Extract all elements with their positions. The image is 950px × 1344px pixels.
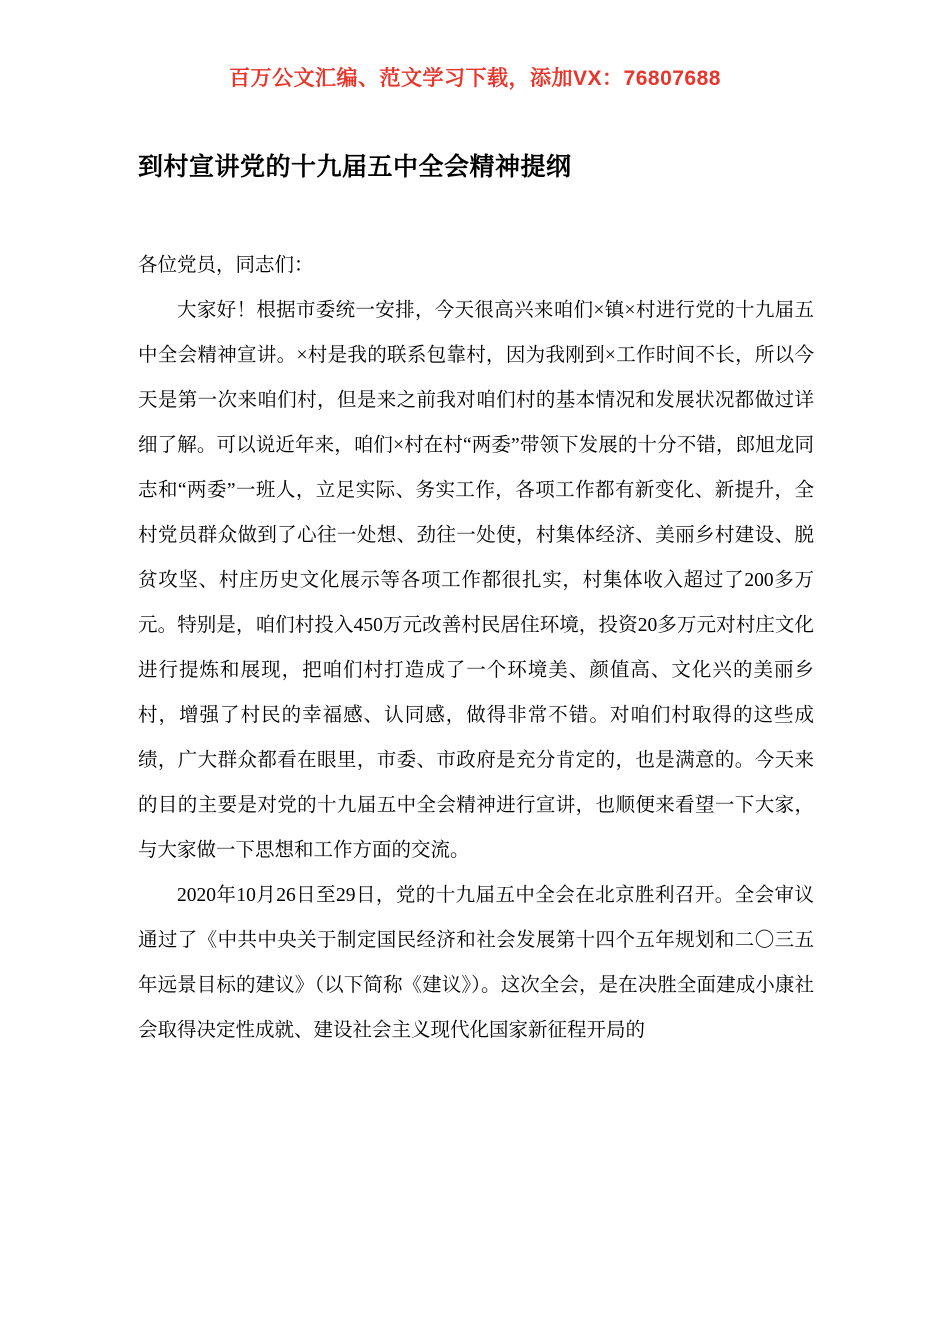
paragraph-2: 2020年10月26日至29日，党的十九届五中全会在北京胜利召开。全会审议通过了《中共中央关于制定国民经济和社会发展第十四个五年规划和二〇三五年远景目标的建议》（以下简称《建议》）。这次全会，是在决胜全面建成小康社会取得决定性成就、建设社会主义现代化国家新征程开局的 <box>138 885 814 1041</box>
page-title: 到村宣讲党的十九届五中全会精神提纲 <box>138 152 572 181</box>
document-body <box>138 243 814 1053</box>
paragraph-1: 大家好！根据市委统一安排，今天很高兴来咱们×镇×村进行党的十九届五中全会精神宣讲。×村是我的联系包靠村，因为我刚到×工作时间不长，所以今天是第一次来咱们村，但是来之前我对咱们村的基本情况和发展状况都做过详细了解。可以说近年来，咱们×村在村“两委”带领下发展的十分不错，郎旭龙同志和“两委”一班人，立足实际、务实工作，各项工作都有新变化、新提升，全村党员群众做到了心往一处想、劲往一处使，村集体经济、美丽乡村建设、脱贫攻坚、村庄历史文化展示等各项工作都很扎实，村集体收入超过了200多万元。特别是，咱们村投入450万元改善村民居住环境，投资20多万元对村庄文化进行提炼和展现，把咱们村打造成了一个环境美、颜值高、文化兴的美丽乡村，增强了村民的幸福感、认同感，做得非常不错。对咱们村取得的这些成绩，广大群众都看在眼里，市委、市政府是充分肯定的，也是满意的。今天来的目的主要是对党的十九届五中全会精神进行宣讲，也顺便来看望一下大家，与大家做一下思想和工作方面的交流。 <box>138 300 814 861</box>
promo-banner: 百万公文汇编、范文学习下载，添加VX：76807688 <box>229 67 721 90</box>
paragraph-salutation: 各位党员，同志们： <box>138 255 314 276</box>
